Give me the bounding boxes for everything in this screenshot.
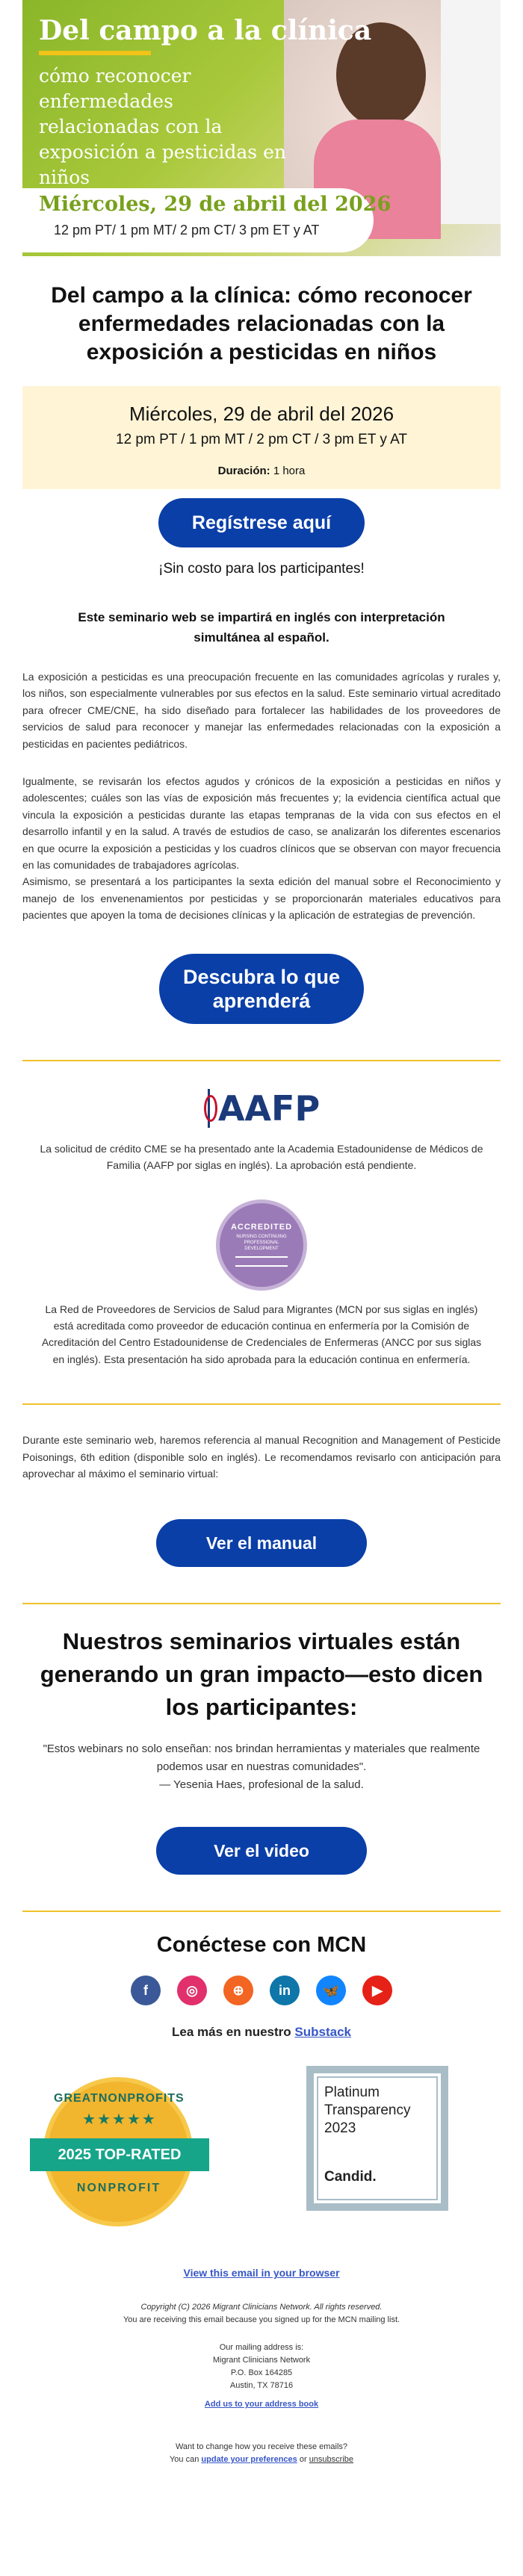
divider <box>22 1911 501 1912</box>
footer-city: Austin, TX 78716 <box>229 2381 294 2391</box>
substack-line <box>0 2025 523 2040</box>
gnp-top-text: GREATNONPROFITS <box>54 2092 185 2105</box>
ancc-seal <box>216 1199 307 1291</box>
footer-or: or <box>297 2455 309 2465</box>
substack-prefix: Lea más en nuestro <box>172 2025 295 2040</box>
candid-line-2: Transparency <box>324 2102 411 2119</box>
ancc-seal-title: ACCREDITED <box>230 1223 293 1232</box>
free-note: ¡Sin costo para los participantes! <box>158 561 365 577</box>
testimonial <box>37 1740 486 1794</box>
doctor-figure <box>441 0 501 224</box>
learn-more-button[interactable]: Descubra lo que aprenderá <box>159 954 364 1024</box>
hero-subtitle: cómo reconocer enfermedades relacionadas con la exposición a pesticidas en niños <box>39 65 286 188</box>
instagram-icon[interactable]: ◎ <box>177 1976 207 2005</box>
view-in-browser-link[interactable]: View this email in your browser <box>183 2267 340 2279</box>
hero-times: 12 pm PT/ 1 pm MT/ 2 pm CT/ 3 pm ET y AT <box>54 223 320 238</box>
substack-link[interactable]: Substack <box>294 2025 351 2040</box>
hero-banner <box>22 0 501 256</box>
ancc-text: La Red de Proveedores de Servicios de Salud para Migrantes (MCN por sus siglas en inglés) está acreditada como proveedor de educación continua en enfermería por la Comisión de Acreditación del Centro Estadounidense de Credenciales de Enfermeras (ANCC por sus siglas en inglés). Esta presentación ha sido aprobada para la educación continua en enfermería. <box>41 1303 482 1365</box>
ancc-seal-subtitle: NURSING CONTINUING PROFESSIONAL DEVELOPMENT <box>236 1235 287 1251</box>
gnp-stars-icon: ★★★★★ <box>82 2111 157 2129</box>
footer-org: Migrant Clinicians Network <box>212 2356 311 2365</box>
divider <box>22 1060 501 1061</box>
connect-title: Conéctese con MCN <box>156 1933 367 1958</box>
description-paragraph-3: Asimismo, se presentará a los participantes la sexta edición del manual sobre el Reconocimiento y manejo de los envenenamientos por pesticidas y se proporcionarán materiales educativos para pacientes que apoyen la toma de decisiones clínicas y la aplicación de estrategias de prevención. <box>22 875 501 922</box>
hero-title: Del campo a la clínica <box>39 15 372 46</box>
register-button[interactable]: Regístrese aquí <box>158 498 365 547</box>
footer-address-label: Our mailing address is: <box>219 2343 304 2353</box>
divider <box>22 1603 501 1604</box>
footer-you-can: You can <box>169 2455 202 2465</box>
gnp-ribbon: 2025 TOP-RATED <box>30 2138 209 2171</box>
aafp-section <box>0 1088 523 1132</box>
candid-line-3: 2023 <box>324 2120 356 2137</box>
footer-reason: You are receiving this email because you signed up for the MCN mailing list. <box>123 2315 400 2325</box>
linkedin-icon[interactable]: in <box>270 1976 300 2005</box>
page-title: Del campo a la clínica: cómo reconocer enfermedades relacionadas con la exposición a pesticidas en niños <box>51 283 472 364</box>
add-address-book-link[interactable]: Add us to your address book <box>204 2400 319 2409</box>
footer <box>0 2301 523 2466</box>
duration-value: 1 hora <box>270 465 306 477</box>
facebook-icon[interactable]: f <box>131 1976 161 2005</box>
view-video-button[interactable]: Ver el video <box>156 1827 367 1875</box>
impact-title: Nuestros seminarios virtuales están generando un gran impacto—esto dicen los participantes: <box>40 1628 483 1721</box>
website-icon[interactable]: ⊕ <box>223 1976 253 2005</box>
lead-text: Este seminario web se impartirá en inglés con interpretación simultánea al español. <box>78 610 445 645</box>
gnp-bottom-text: NONPROFIT <box>76 2182 161 2195</box>
badges-row <box>22 2062 501 2234</box>
footer-change: Want to change how you receive these emails? <box>175 2442 348 2452</box>
event-date: Miércoles, 29 de abril del 2026 <box>129 403 394 425</box>
bluesky-icon[interactable]: 🦋 <box>316 1976 346 2005</box>
ancc-seal-mark <box>235 1256 288 1267</box>
aafp-logo-text: AAFP <box>217 1087 321 1129</box>
testimonial-quote: "Estos webinars no solo enseñan: nos brindan herramientas y materiales que realmente podemos usar en nuestras comunidades". <box>43 1742 480 1774</box>
update-preferences-link[interactable]: update your preferences <box>201 2455 297 2465</box>
footer-copyright: Copyright (C) 2026 Migrant Clinicians Network. All rights reserved. <box>140 2303 383 2312</box>
event-duration <box>37 465 486 477</box>
event-details-box <box>22 386 501 489</box>
aafp-text: La solicitud de crédito CME se ha presentado ante la Academia Estadounidense de Médicos de Familia (AAFP por siglas en inglés). La aprobación está pendiente. <box>40 1142 483 1172</box>
hero-accent-line <box>39 51 151 55</box>
event-times: 12 pm PT / 1 pm MT / 2 pm CT / 3 pm ET y AT <box>116 432 407 447</box>
footer-po: P.O. Box 164285 <box>230 2368 293 2378</box>
social-links <box>0 1976 523 2005</box>
duration-label: Duración: <box>217 465 270 477</box>
aafp-logo <box>203 1088 320 1129</box>
description-paragraph-2: Igualmente, se revisarán los efectos agudos y crónicos de la exposición a pesticidas en niños y adolescentes; cuáles son las vías de exposición más frecuentes y; la evidencia científica actual que vincula la exposición a pesticidas durante las etapas tempranas de la vida con sus efectos en el desarrollo infantil y en la salud. A través de estudios de caso, se analizarán los diferentes escenarios en que ocurre la exposición a pesticidas y los cuadros clínicos que se observan con mayor frecuencia en las comunidades de trabajadores agrícolas. <box>22 775 501 872</box>
manual-text: Durante este seminario web, haremos referencia al manual Recognition and Management of Pesticide Poisonings, 6th edition (disponible solo en inglés). Le recomendamos revisarlo con anticipación para aprovechar al máximo el seminario virtual: <box>22 1434 501 1480</box>
caduceus-icon <box>203 1089 214 1128</box>
candid-line-1: Platinum <box>324 2085 380 2101</box>
candid-brand: Candid. <box>324 2169 377 2185</box>
youtube-icon[interactable]: ▶ <box>362 1976 392 2005</box>
candid-seal[interactable] <box>306 2066 448 2211</box>
testimonial-author: — Yesenia Haes, profesional de la salud. <box>159 1778 364 1792</box>
candid-text <box>324 2084 430 2138</box>
description-paragraph-1: La exposición a pesticidas es una preocupación frecuente en las comunidades agrícolas y rurales y, los niños, son especialmente vulnerables por sus efectos en la salud. Este seminario virtual acreditado para ofrecer CME/CNE, ha sido diseñado para fortalecer las habilidades de los proveedores de servicios de salud para reconocer y manejar las enfermedades relacionadas con la exposición a pesticidas en pacientes pediátricos. <box>22 671 501 750</box>
divider <box>22 1403 501 1405</box>
hero-date: Miércoles, 29 de abril del 2026 <box>39 193 392 216</box>
view-manual-button[interactable]: Ver el manual <box>156 1519 367 1567</box>
unsubscribe-link[interactable]: unsubscribe <box>309 2455 354 2465</box>
